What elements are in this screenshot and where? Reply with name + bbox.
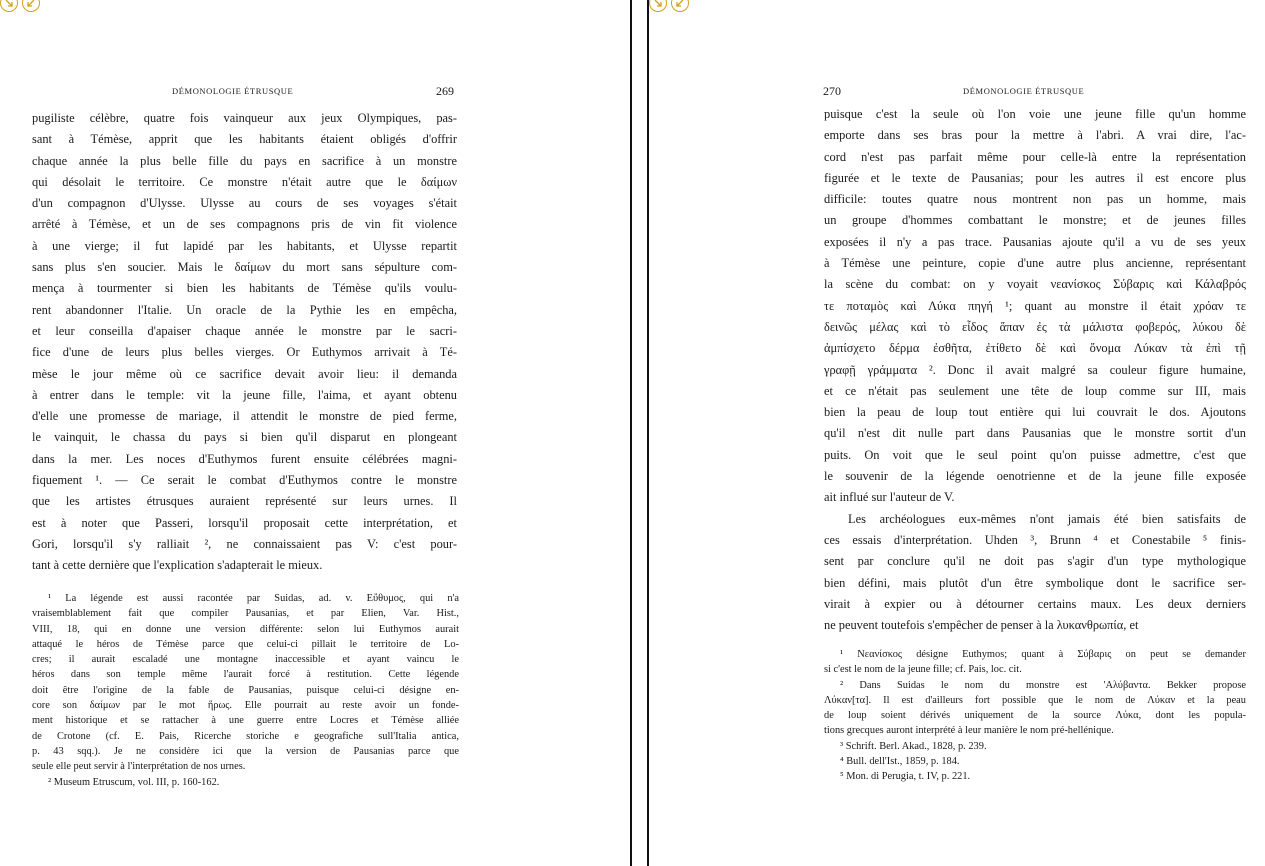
text-line: dans la mer. Les noces d'Euthymos furent ensuite célébrées magni- — [32, 451, 457, 466]
text-line: que les artistes étrusques auraient représenté sur leurs urnes. Il — [32, 494, 457, 509]
footnote-line: cres; il aurait escaladé une montagne inaccessible et ayant vaincu le — [32, 654, 459, 666]
footnote-line: ³ Schrift. Berl. Akad., 1828, p. 239. — [840, 740, 987, 752]
text-line: bien défini, mais plutôt d'un être symbolique dont le sacrifice ser- — [824, 575, 1246, 590]
text-line: ἀμπίσχετο δέρμα ἐσθῆτα, ἐτίθετο δὲ καὶ ὄνομα Λύκαν τὰ ἐπὶ τῇ — [824, 341, 1246, 356]
footnote-line: core son δαίμων par le mot ἥρως. Elle pourrait au reste avoir un fonde- — [32, 700, 459, 712]
text-line: d'un compagnon d'Ulysse. Ulysse au cours de ses voyages s'était — [32, 196, 457, 211]
text-line: qu'il n'est dit nulle part dans Pausanias que le monstre sortit d'un — [824, 426, 1246, 441]
text-line: mença à tourmenter si bien les habitants de Témèse qu'ils voulu- — [32, 281, 457, 296]
text-line: fice d'une de leurs plus belles vierges. Or Euthymos arrivait à Té- — [32, 345, 457, 360]
text-line: et leur conseilla d'apaiser chaque année le monstre par le sacri- — [32, 323, 457, 338]
text-line: δεινῶς μέλας καὶ τὸ εἶδος ἅπαν ἐς τὰ μάλιστα φοβερός, λύκου δὲ — [824, 319, 1246, 334]
text-line: mèse le jour même où ce sacrifice devait avoir lieu: il demanda — [32, 366, 457, 381]
body-text — [32, 108, 457, 577]
page-gutter — [630, 0, 649, 866]
text-line: Les archéologues eux-mêmes n'ont jamais été bien satisfaits de — [848, 511, 1246, 526]
text-line: figurée et le texte de Pausanias; pour les autres il est encore plus — [824, 170, 1246, 185]
text-line: sant à Témèse, apprit que les habitants étaient obligés d'offrir — [32, 132, 457, 147]
right-page-tools — [649, 0, 689, 12]
text-line: le souvenir de la légende oenotrienne et de la jeune fille exposée — [824, 469, 1246, 484]
page-number: 269 — [436, 84, 454, 98]
text-line: à Témèse une peinture, copie d'une autre plus ancienne, représentant — [824, 256, 1246, 271]
text-line: sans plus s'en soucier. Mais le δαίμων du mort sans sépulture com- — [32, 260, 457, 275]
text-line: et ce n'était pas seulement une tête de loup comme sur III, mais — [824, 383, 1246, 398]
footnotes — [824, 647, 1246, 785]
footnote-line: VIII, 18, qui en donne une version différente: selon lui Euthymos aurait — [32, 623, 459, 635]
zoom-out-icon[interactable] — [671, 0, 689, 12]
text-line: puisque c'est la seule où l'on voie une jeune fille qu'un homme — [824, 107, 1246, 121]
footnote-line: ¹ Νεανίσκος désigne Euthymos; quant à Σύβαρις on peut se demander — [840, 649, 1246, 660]
text-line: arrêté à Témèse, et un de ses compagnons pris de vin fit violence — [32, 217, 457, 232]
text-line: ne peuvent toutefois s'empêcher de penser à la λυκανθρωπία, et — [824, 618, 1139, 633]
left-page-tools — [0, 0, 40, 12]
text-line: emporte dans ses bras pour la mettre à l'abri. A vrai dire, l'ac- — [824, 128, 1246, 143]
footnotes — [32, 591, 459, 790]
footnote-line: attaqué le héros de Témèse parce que celui-ci pillait le territoire de Lo- — [32, 638, 459, 650]
text-line: rent abandonner l'Italie. Un oracle de la Pythie les en empêcha, — [32, 302, 457, 317]
text-line: un groupe d'hommes combattant le monstre; et de jeunes filles — [824, 213, 1246, 228]
footnote-line: doit être l'origine de la fable de Pausanias, puisque celui-ci désigne en- — [32, 684, 459, 696]
footnote-line: vraisemblablement fait que compiler Pausanias, et par Elien, Var. Hist., — [32, 608, 459, 620]
text-line: à une vierge; il fut lapidé par les habitants, et Ulysse repartit — [32, 238, 457, 253]
footnote-line: si c'est le nom de la jeune fille; cf. Pais, loc. cit. — [824, 664, 1022, 676]
text-line: puits. On voit que le seul point qu'on puisse admettre, c'est que — [824, 447, 1246, 462]
text-line: tant à cette dernière que l'explication s'adapterait le mieux. — [32, 558, 323, 573]
footnote-line: Λύκαν[τα]. Il est d'ailleurs fort possible que le nom de Λύκαν et la peau — [824, 694, 1246, 706]
footnote-line: ¹ La légende est aussi racontée par Suidas, ad. v. Εὔθυμος, qui n'a — [48, 593, 459, 604]
footnote-line: ² Museum Etruscum, vol. III, p. 160-162. — [48, 776, 220, 788]
text-line: ait influé sur l'auteur de V. — [824, 490, 955, 505]
text-line: qui désolait le territoire. Ce monstre n'était autre que le δαίμων — [32, 174, 457, 189]
footnote-line: de loup soient dérivés uniquement de la source Λύκα, dont les popula- — [824, 710, 1246, 722]
right-page — [649, 0, 1265, 866]
footnote-line: de Crotone (cf. E. Pais, Ricerche storiche e geografiche sull'Italia antica, — [32, 730, 459, 742]
body-text — [824, 104, 1246, 636]
footnote-line: p. 43 sqq.). Je ne considère ici que la version de Pausanias parce que — [32, 745, 459, 757]
text-line: est à noter que Passeri, lorsqu'il proposait cette interprétation, et — [32, 515, 457, 530]
text-line: à entrer dans le temple: vit la jeune fille, l'aima, et ayant obtenu — [32, 387, 457, 402]
text-line: difficile: toutes quatre nous montrent non pas un homme, mais — [824, 192, 1246, 207]
zoom-out-icon[interactable] — [22, 0, 40, 12]
zoom-in-icon[interactable] — [649, 0, 667, 12]
footnote-line: héros dans son temple même l'aurait forcé à restitution. Cette légende — [32, 669, 459, 681]
text-line: chaque année la plus belle fille du pays en sacrifice à un monstre — [32, 153, 457, 168]
footnote-line: ment historique et se rattacher à une guerre entre Locres et Témèse alliée — [32, 715, 459, 727]
text-line: pugiliste célèbre, quatre fois vainqueur aux jeux Olympiques, pas- — [32, 111, 457, 125]
footnote-line: ⁴ Bull. dell'Ist., 1859, p. 184. — [840, 756, 960, 768]
text-line: le vainquit, le chassa du pays si bien qu'il disparut en plongeant — [32, 430, 457, 445]
text-line: cord n'est pas parfait même pour celle-là entre la représentation — [824, 149, 1246, 164]
text-line: la scène du combat: on y voyait νεανίσκος Σύβαρις καὶ Κάλαβρός — [824, 277, 1246, 292]
text-line: τε ποταμὸς καὶ Λύκα πηγή ¹; quant au monstre il était χρόαν τε — [824, 298, 1246, 313]
left-page — [0, 0, 630, 866]
footnote-line: seule elle peut servir à l'interprétation de nos urnes. — [32, 761, 246, 773]
running-header: DÉMONOLOGIE ÉTRUSQUE — [172, 86, 294, 96]
text-line: γραφῇ γράμματα ². Donc il avait malgré sa couleur figure humaine, — [824, 362, 1246, 377]
running-header: DÉMONOLOGIE ÉTRUSQUE — [963, 86, 1085, 96]
footnote-line: ² Dans Suidas le nom du monstre est 'Αλύβαντα. Bekker propose — [840, 679, 1246, 691]
text-line: fiquement ¹. — Ce serait le combat d'Euthymos contre le monstre — [32, 473, 457, 488]
footnote-line: ⁵ Mon. di Perugia, t. IV, p. 221. — [840, 771, 971, 783]
footnote-line: tions grecques auront interprété à leur manière le nom pré-hellénique. — [824, 725, 1114, 737]
text-line: virait à expier ou à détourner certains maux. Les deux derniers — [824, 596, 1246, 611]
text-line: exposées il n'y a pas trace. Pausanias ajoute qu'il a vu de ses yeux — [824, 234, 1246, 249]
text-line: Gori, lorsqu'il s'y ralliait ², ne connaissaient pas V: c'est pour- — [32, 536, 457, 551]
zoom-in-icon[interactable] — [0, 0, 18, 12]
text-line: bien la peau de loup tout entière qui lui couvrait le dos. Ajoutons — [824, 405, 1246, 420]
text-line: ces essais d'interprétation. Uhden ³, Brunn ⁴ et Conestabile ⁵ finis- — [824, 532, 1246, 547]
text-line: d'elle une promesse de mariage, il attendit le monstre de pied ferme, — [32, 409, 457, 424]
page-number: 270 — [823, 84, 841, 98]
text-line: sent par conclure qu'il ne doit pas s'agir d'un type mythologique — [824, 554, 1246, 569]
